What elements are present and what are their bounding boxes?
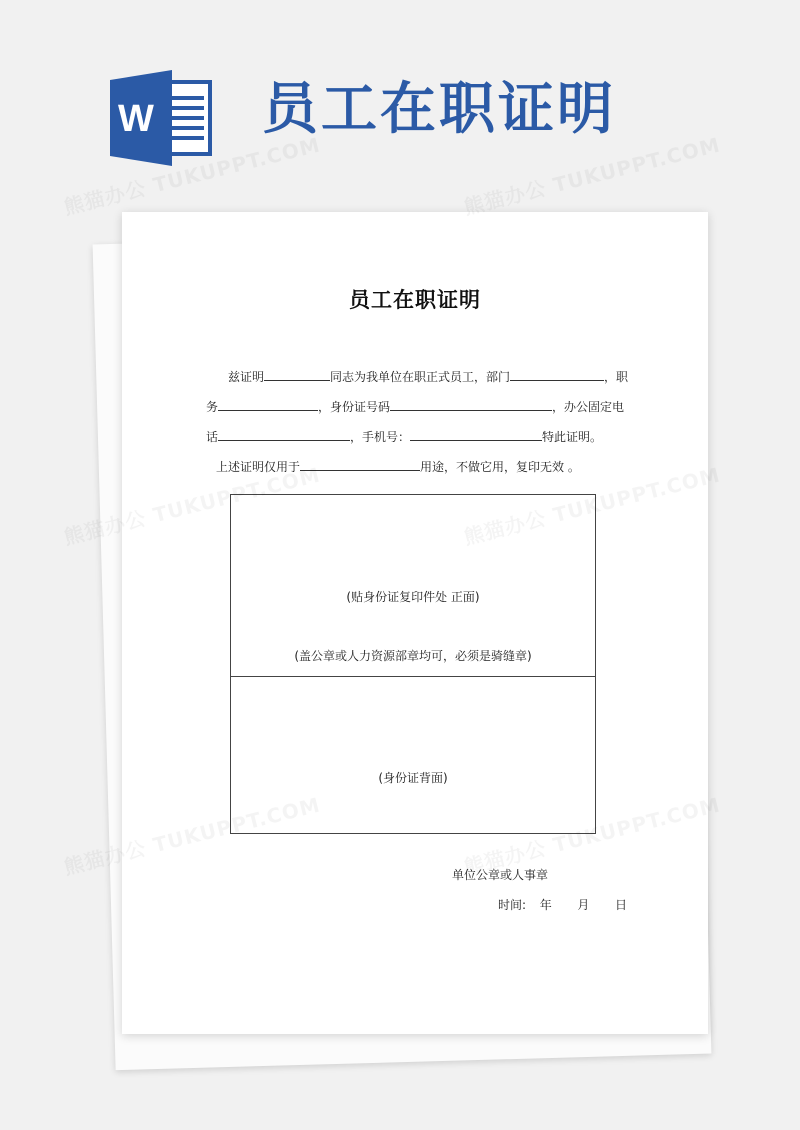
month-label: 月	[577, 898, 590, 912]
document-page	[122, 212, 708, 1034]
time-label: 时间:	[498, 898, 527, 912]
text-phone-a: ，办公固定电	[552, 400, 625, 414]
date-line	[498, 896, 627, 913]
word-icon	[110, 70, 214, 166]
usage-blank[interactable]	[300, 458, 420, 471]
paragraph-line-2	[206, 398, 624, 415]
paragraph-line-3	[206, 428, 602, 445]
id-front-label: (贴身份证复印件处 正面)	[346, 590, 480, 604]
text-hereby: 特此证明。	[542, 430, 603, 444]
document-title: 员工在职证明	[349, 288, 481, 312]
text-colleague: 同志为我单位在职正式员工，部门	[330, 370, 511, 384]
mobile-blank[interactable]	[410, 428, 542, 441]
text-usage-a: 上述证明仅用于	[216, 460, 301, 474]
office-phone-blank[interactable]	[218, 428, 350, 441]
svg-text:W: W	[118, 98, 154, 140]
name-blank[interactable]	[264, 368, 330, 381]
text-position-b: 务	[206, 400, 219, 414]
stamp-label: 单位公章或人事章	[452, 868, 549, 882]
header-banner	[0, 0, 800, 200]
day-label: 日	[615, 898, 628, 912]
id-back-label: (身份证背面)	[378, 771, 448, 785]
text-phone-b: 话	[206, 430, 219, 444]
paragraph-usage	[216, 458, 580, 475]
department-blank[interactable]	[510, 368, 604, 381]
box-divider	[231, 676, 595, 677]
banner-title: 员工在职证明	[262, 77, 616, 142]
text-id-number: ，身份证号码	[318, 400, 391, 414]
position-blank[interactable]	[218, 398, 318, 411]
id-copy-box	[230, 494, 596, 834]
text-certify: 兹证明	[228, 370, 265, 384]
paragraph-line-1	[228, 368, 628, 385]
text-usage-b: 用途，不做它用，复印无效 。	[420, 460, 580, 474]
seal-note: (盖公章或人力资源部章均可，必须是骑缝章)	[294, 649, 532, 663]
id-number-blank[interactable]	[390, 398, 552, 411]
year-label: 年	[539, 898, 552, 912]
text-position-a: ，职	[604, 370, 629, 384]
text-mobile: ，手机号：	[350, 430, 411, 444]
